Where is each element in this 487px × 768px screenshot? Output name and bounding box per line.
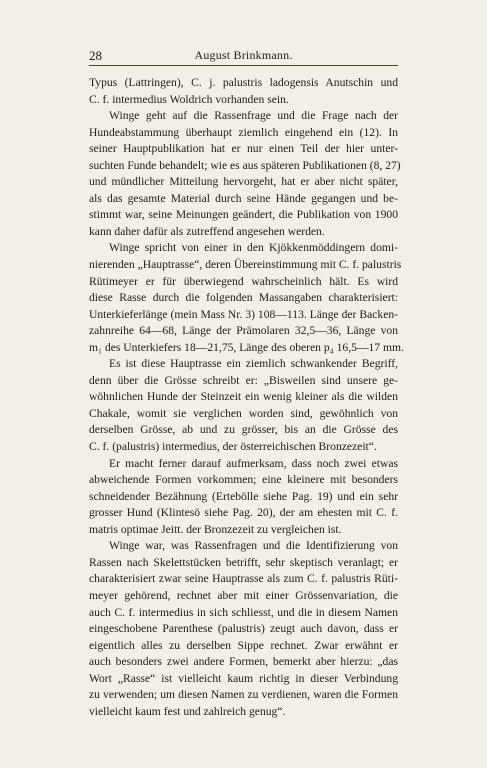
text-line: nierenden „Hauptrasse“, deren Übereinstimmung mit C. f. palustris bbox=[89, 258, 402, 272]
text-line: Winge spricht von einer in den Kjökkenmöddingern domi- bbox=[109, 241, 398, 255]
text-line: Hundeabstammung überhaupt ziemlich eingehend ein (12). In bbox=[89, 125, 398, 139]
text-line: auch besonders zwei andere Formen, bemerkt aber hierzu: „das bbox=[89, 655, 398, 669]
text-line: matris optimae Jeitt. der Bronzezeit zu vergleichen ist. bbox=[89, 522, 342, 536]
text-line: diese Rasse durch die folgenden Massangaben charakterisiert: bbox=[89, 291, 398, 305]
text-line: schneidender Bezähnung (Ertebölle siehe Pag. 19) und ein sehr bbox=[89, 489, 398, 503]
text-line: Winge geht auf die Rassenfrage und die Frage nach der bbox=[109, 109, 398, 123]
text-line: zahnreihe 64—68, Länge der Prämolaren 32,5—36, Länge von bbox=[89, 324, 398, 338]
text-line: denn über die Grösse schreibt er: „Bisweilen sind unsere ge- bbox=[89, 373, 398, 387]
text-line: eingeschobene Parenthese (palustris) zeugt auch davon, dass er bbox=[89, 622, 398, 636]
text-line: derselben Grösse, ab und zu grösser, bis an die Grösse des bbox=[89, 423, 398, 437]
text-line: C. f. intermedius Woldrich vorhanden sein. bbox=[89, 92, 289, 106]
text-line: auch C. f. intermedius in sich schliesst, und die in diesem Namen bbox=[89, 605, 398, 619]
text-line: Rütimeyer er für überwiegend wahrscheinlich hält. Es wird bbox=[89, 274, 398, 288]
text-line: vielleicht kaum fest und zahlreich genug“. bbox=[89, 704, 286, 718]
text-line: eigentlich alles zu derselben Sippe rechnet. Zwar erwähnt er bbox=[89, 638, 398, 652]
text-line: seiner Hauptpublikation hat er nur einen Teil der hier unter- bbox=[89, 142, 398, 156]
text-line: und mündlicher Mitteilung hervorgeht, hat er aber nicht später, bbox=[89, 175, 398, 189]
page-number: 28 bbox=[89, 48, 102, 63]
text-line: Chakale, womit sie verglichen worden sind, gewöhnlich von bbox=[89, 406, 398, 420]
text-line: wöhnlichen Hunde der Steinzeit ein wenig kleiner als die wilden bbox=[89, 390, 398, 404]
text-line: Wort „Rasse“ ist vielleicht kaum richtig in dieser Verbindung bbox=[89, 671, 398, 685]
text-line: Er macht ferner darauf aufmerksam, dass noch zwei etwas bbox=[109, 456, 398, 470]
text-line: als das gesamte Material durch seine Hände gegangen und be- bbox=[89, 191, 398, 205]
text-line: Typus (Lattringen), C. j. palustris ladogensis Anutschin und bbox=[89, 76, 398, 89]
text-line: Unterkieferlänge (mein Mass Nr. 3) 108—113. Länge der Backen- bbox=[89, 307, 398, 321]
text-line: charakterisiert zwar seine Hauptrasse als zum C. f. palustris Rüti- bbox=[89, 572, 398, 586]
text-line: Winge war, was Rassenfragen und die Identifizierung von bbox=[109, 539, 398, 553]
text-line: meyer gehörend, rechnet aber mit einer Grössenvariation, die bbox=[89, 588, 398, 602]
text-line: C. f. (palustris) intermedius, der österreichischen Bronzezeit“. bbox=[89, 440, 377, 454]
text-line: abweichende Formen vorkommen; eine kleinere mit besonders bbox=[89, 473, 398, 487]
header-rule bbox=[89, 65, 398, 66]
text-line: kann daher dafür als zutreffend angesehen werden. bbox=[89, 224, 325, 238]
page-header bbox=[89, 48, 398, 66]
running-title: August Brinkmann. bbox=[194, 48, 293, 62]
text-line: stimmt war, seine Meinungen geändert, die Publikation von 1900 bbox=[89, 208, 398, 222]
text-line: zu verwenden; um diesen Namen zu verdienen, waren die Formen bbox=[89, 688, 398, 702]
body-text bbox=[89, 75, 404, 720]
text-line: suchten Funde behandelt; wie es aus späteren Publikationen (8, 27) bbox=[89, 158, 401, 172]
text-line: grosser Hund (Klintesö siehe Pag. 20), der am ehesten mit C. f. bbox=[89, 506, 398, 520]
text-line: Es ist diese Hauptrasse ein ziemlich schwankender Begriff, bbox=[109, 357, 398, 371]
text-line: Rassen nach Skelettstücken betrifft, sehr skeptisch veranlagt; er bbox=[89, 555, 398, 569]
text-line: m₁ des Unterkiefers 18—21,75, Länge des oberen p₄ 16,5—17 mm. bbox=[89, 340, 404, 354]
